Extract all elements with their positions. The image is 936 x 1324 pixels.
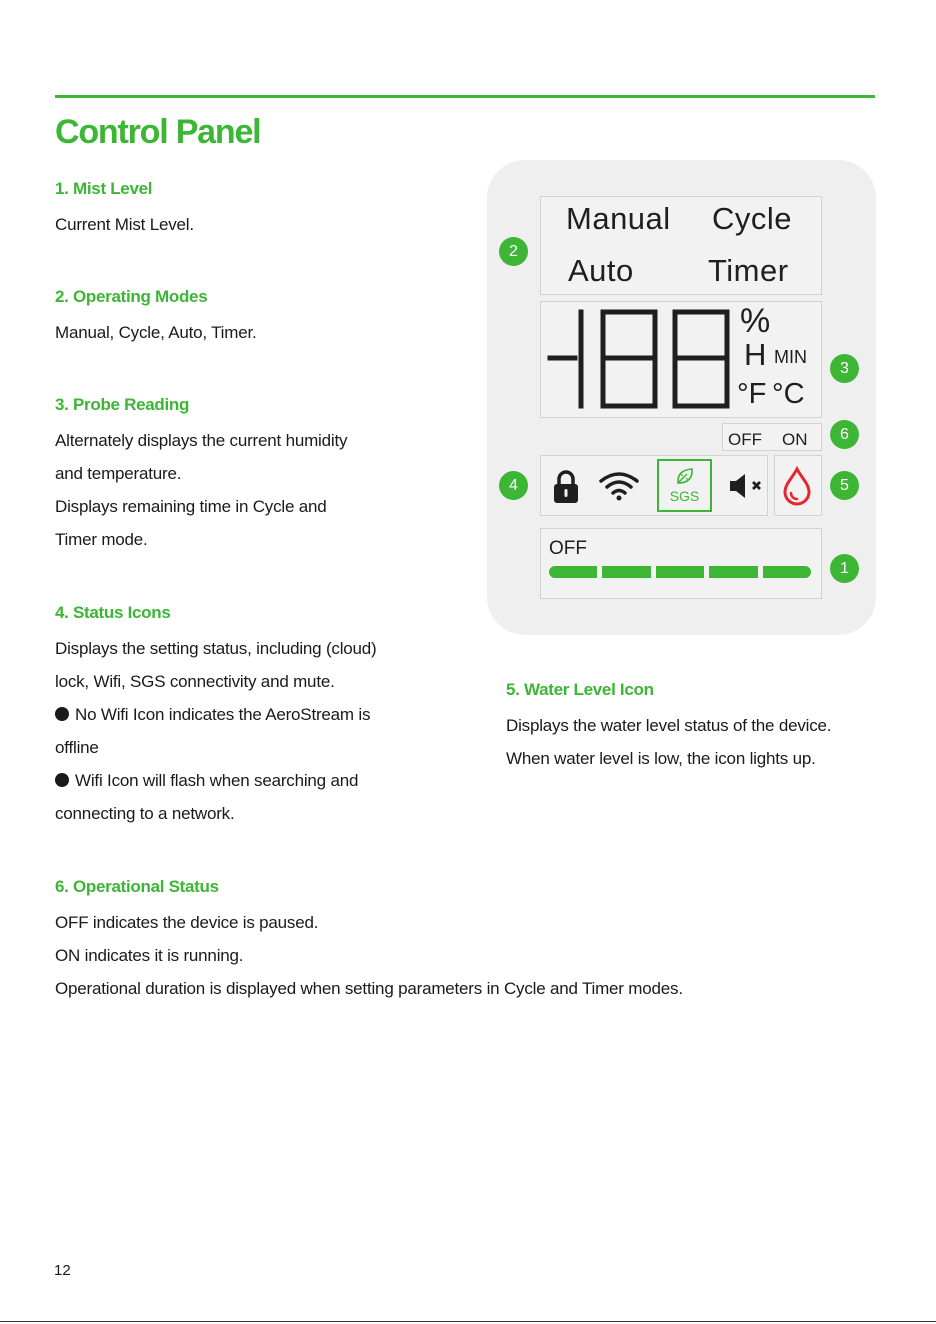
section-line: Displays the setting status, including (cloud)	[55, 639, 377, 658]
section-line: Displays the water level status of the device.	[506, 716, 832, 735]
section-line: Current Mist Level.	[55, 215, 194, 234]
section-line: lock, Wifi, SGS connectivity and mute.	[55, 672, 335, 691]
section-heading: 3. Probe Reading	[55, 395, 190, 414]
callout-6: 6	[830, 420, 859, 449]
mode-manual: Manual	[566, 201, 671, 236]
mist-level-bar	[656, 566, 704, 578]
mode-cycle: Cycle	[712, 201, 793, 236]
section-line: and temperature.	[55, 464, 182, 483]
callout-2: 2	[499, 237, 528, 266]
unit-percent: %	[740, 302, 771, 340]
status-on: ON	[782, 430, 808, 449]
mist-level-bars	[549, 566, 811, 578]
lock-icon	[551, 470, 581, 504]
wifi-icon	[598, 470, 640, 502]
page-number: 12	[54, 1262, 71, 1279]
section-line: Manual, Cycle, Auto, Timer.	[55, 323, 257, 342]
section-heading: 1. Mist Level	[55, 179, 153, 198]
section-line: offline	[55, 738, 99, 757]
section-operational-status	[55, 877, 855, 1005]
section-line: When water level is low, the icon lights up.	[506, 749, 816, 768]
water-drop-icon	[781, 466, 813, 506]
unit-celsius: °C	[772, 378, 805, 410]
sgs-label: SGS	[669, 488, 700, 504]
sgs-badge	[657, 459, 712, 512]
callout-1: 1	[830, 554, 859, 583]
page-title: Control Panel	[55, 113, 261, 151]
sgs-leaf-icon	[675, 466, 695, 486]
mode-timer: Timer	[708, 253, 789, 288]
mist-level-bar	[602, 566, 650, 578]
callout-5: 5	[830, 471, 859, 500]
seven-segment-display	[545, 306, 740, 414]
section-line: Displays remaining time in Cycle and	[55, 497, 327, 516]
mute-icon	[728, 472, 766, 500]
callout-3: 3	[830, 354, 859, 383]
section-line: Alternately displays the current humidity	[55, 431, 348, 450]
unit-hour: H	[744, 337, 767, 372]
section-line: ON indicates it is running.	[55, 946, 244, 965]
unit-fahrenheit: °F	[737, 378, 767, 410]
section-heading: 2. Operating Modes	[55, 287, 208, 306]
section-line: OFF indicates the device is paused.	[55, 913, 319, 932]
status-off: OFF	[728, 430, 762, 449]
section-line: Timer mode.	[55, 530, 148, 549]
mode-auto: Auto	[568, 253, 634, 288]
section-heading: 4. Status Icons	[55, 603, 171, 622]
section-water-level	[506, 680, 896, 775]
bottom-edge-line	[0, 1321, 936, 1322]
mist-level-bar	[709, 566, 757, 578]
section-line: connecting to a network.	[55, 804, 235, 823]
section-heading: 5. Water Level Icon	[506, 680, 654, 699]
mist-level-label: OFF	[549, 538, 587, 559]
unit-minute: MIN	[774, 347, 807, 367]
bullet-line: Wifi Icon will flash when searching and	[55, 764, 855, 797]
mist-level-bar	[549, 566, 597, 578]
title-rule	[55, 95, 875, 98]
bullet-line: No Wifi Icon indicates the AeroStream is	[55, 698, 855, 731]
mist-level-bar	[763, 566, 811, 578]
section-line: Operational duration is displayed when setting parameters in Cycle and Timer modes.	[55, 979, 683, 998]
callout-4: 4	[499, 471, 528, 500]
section-heading: 6. Operational Status	[55, 877, 219, 896]
